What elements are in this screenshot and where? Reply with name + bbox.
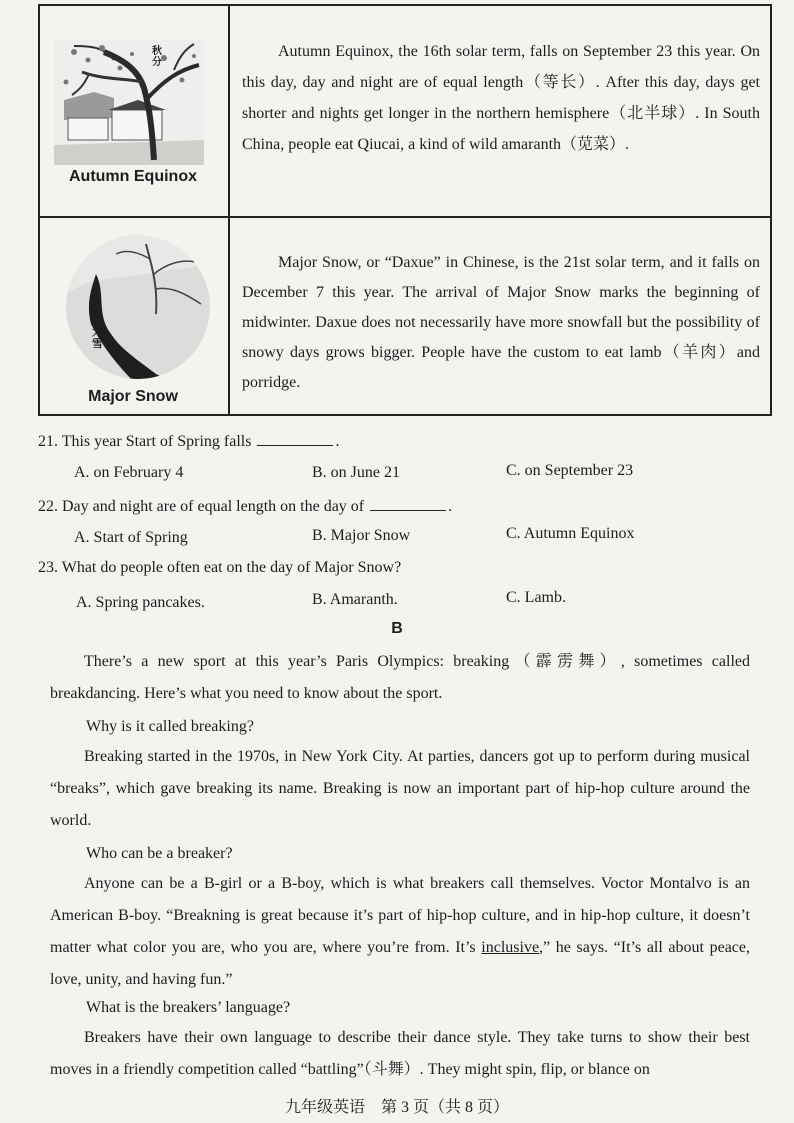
option-a: A. Spring pancakes. xyxy=(76,594,205,611)
answer-blank xyxy=(257,431,333,446)
paragraph-who-breaker xyxy=(50,868,750,996)
underlined-word: inclusive xyxy=(481,939,540,956)
term-caption: Autumn Equinox xyxy=(69,168,197,185)
autumn-tree-illustration xyxy=(54,40,204,165)
option-c: C. Autumn Equinox xyxy=(506,525,635,542)
option-c: C. Lamb. xyxy=(506,589,566,606)
answer-blank xyxy=(370,496,446,511)
question-stem: 22. Day and night are of equal length on the day of xyxy=(38,498,365,515)
term-description xyxy=(230,218,770,414)
paragraph-text: Breakers have their own language to describe their dance style. They take turns to show their best moves in a friendly competition called “battling”（斗舞）. They might spin, flip, or blance on xyxy=(50,1029,750,1078)
question-23 xyxy=(38,559,401,577)
solar-terms-table xyxy=(38,4,772,416)
term-description-text: Autumn Equinox, the 16th solar term, falls on September 23 this year. On this day, day and night are of equal length（等长）. After this day, days get shorter and nights get longer in the northern hemisphere（北半球）. In South China, people eat Qiucai, a kind of wild amaranth（苋菜）. xyxy=(242,43,760,153)
image-label: 秋分 xyxy=(152,46,162,68)
question-stem: 21. This year Start of Spring falls xyxy=(38,433,252,450)
paragraph-text: Anyone can be a B-girl or a B-boy, which is what breakers call themselves. Voctor Montalvo is an American B-boy. “Breakning is great because it’s part of hip-hop culture, and in hip-hop culture, it doesn’t matter what color you are, who you are, where you’re from. It’s xyxy=(50,875,750,956)
paragraph-breakers-language xyxy=(50,1022,750,1086)
section-heading: B xyxy=(391,620,403,637)
subheading-who-breaker: Who can be a breaker? xyxy=(86,845,233,862)
image-cell xyxy=(40,218,230,414)
subheading-why-breaking: Why is it called breaking? xyxy=(86,718,254,735)
intro-paragraph xyxy=(50,646,750,710)
image-cell xyxy=(40,6,230,216)
paragraph-text: Breaking started in the 1970s, in New York City. At parties, dancers got up to perform during musical “breaks”, which gave breaking its name. Breaking is now an important part of hip-hop culture around the world. xyxy=(50,748,750,829)
paragraph-breaking-origin xyxy=(50,741,750,837)
image-label: 大雪 xyxy=(92,325,103,350)
question-21 xyxy=(38,431,339,451)
table-row-autumn-equinox xyxy=(40,6,770,218)
subheading-breakers-language: What is the breakers’ language? xyxy=(86,999,291,1016)
paragraph-text: ,” he says. “It’s all about peace, love, unity, and having fun.” xyxy=(50,939,751,988)
option-a: A. Start of Spring xyxy=(74,529,188,546)
option-b: B. on June 21 xyxy=(312,464,400,481)
paragraph-text: There’s a new sport at this year’s Paris Olympics: breaking（霹雳舞）, sometimes called breakdancing. Here’s what you need to know about the sport. xyxy=(50,653,750,702)
question-stem-end: . xyxy=(448,498,453,515)
option-c: C. on September 23 xyxy=(506,462,634,479)
page-footer: 九年级英语 第 3 页（共 8 页） xyxy=(284,1099,509,1116)
question-stem-end: . xyxy=(335,433,340,450)
question-22 xyxy=(38,496,452,516)
term-description-text: Major Snow, or “Daxue” in Chinese, is the 21st solar term, and it falls on December 7 this year. The arrival of Major Snow marks the beginning of midwinter. Daxue does not necessarily have more snowfall but the possibility of snowy days grows bigger. People have the custom to eat lamb（羊肉）and porridge. xyxy=(242,254,760,391)
table-row-major-snow xyxy=(40,218,770,414)
term-description xyxy=(230,6,770,216)
snow-landscape-illustration xyxy=(66,234,210,380)
term-caption: Major Snow xyxy=(88,388,178,405)
question-stem: 23. What do people often eat on the day of Major Snow? xyxy=(38,559,402,576)
option-a: A. on February 4 xyxy=(74,464,184,481)
option-b: B. Amaranth. xyxy=(312,591,398,608)
option-b: B. Major Snow xyxy=(312,527,411,544)
